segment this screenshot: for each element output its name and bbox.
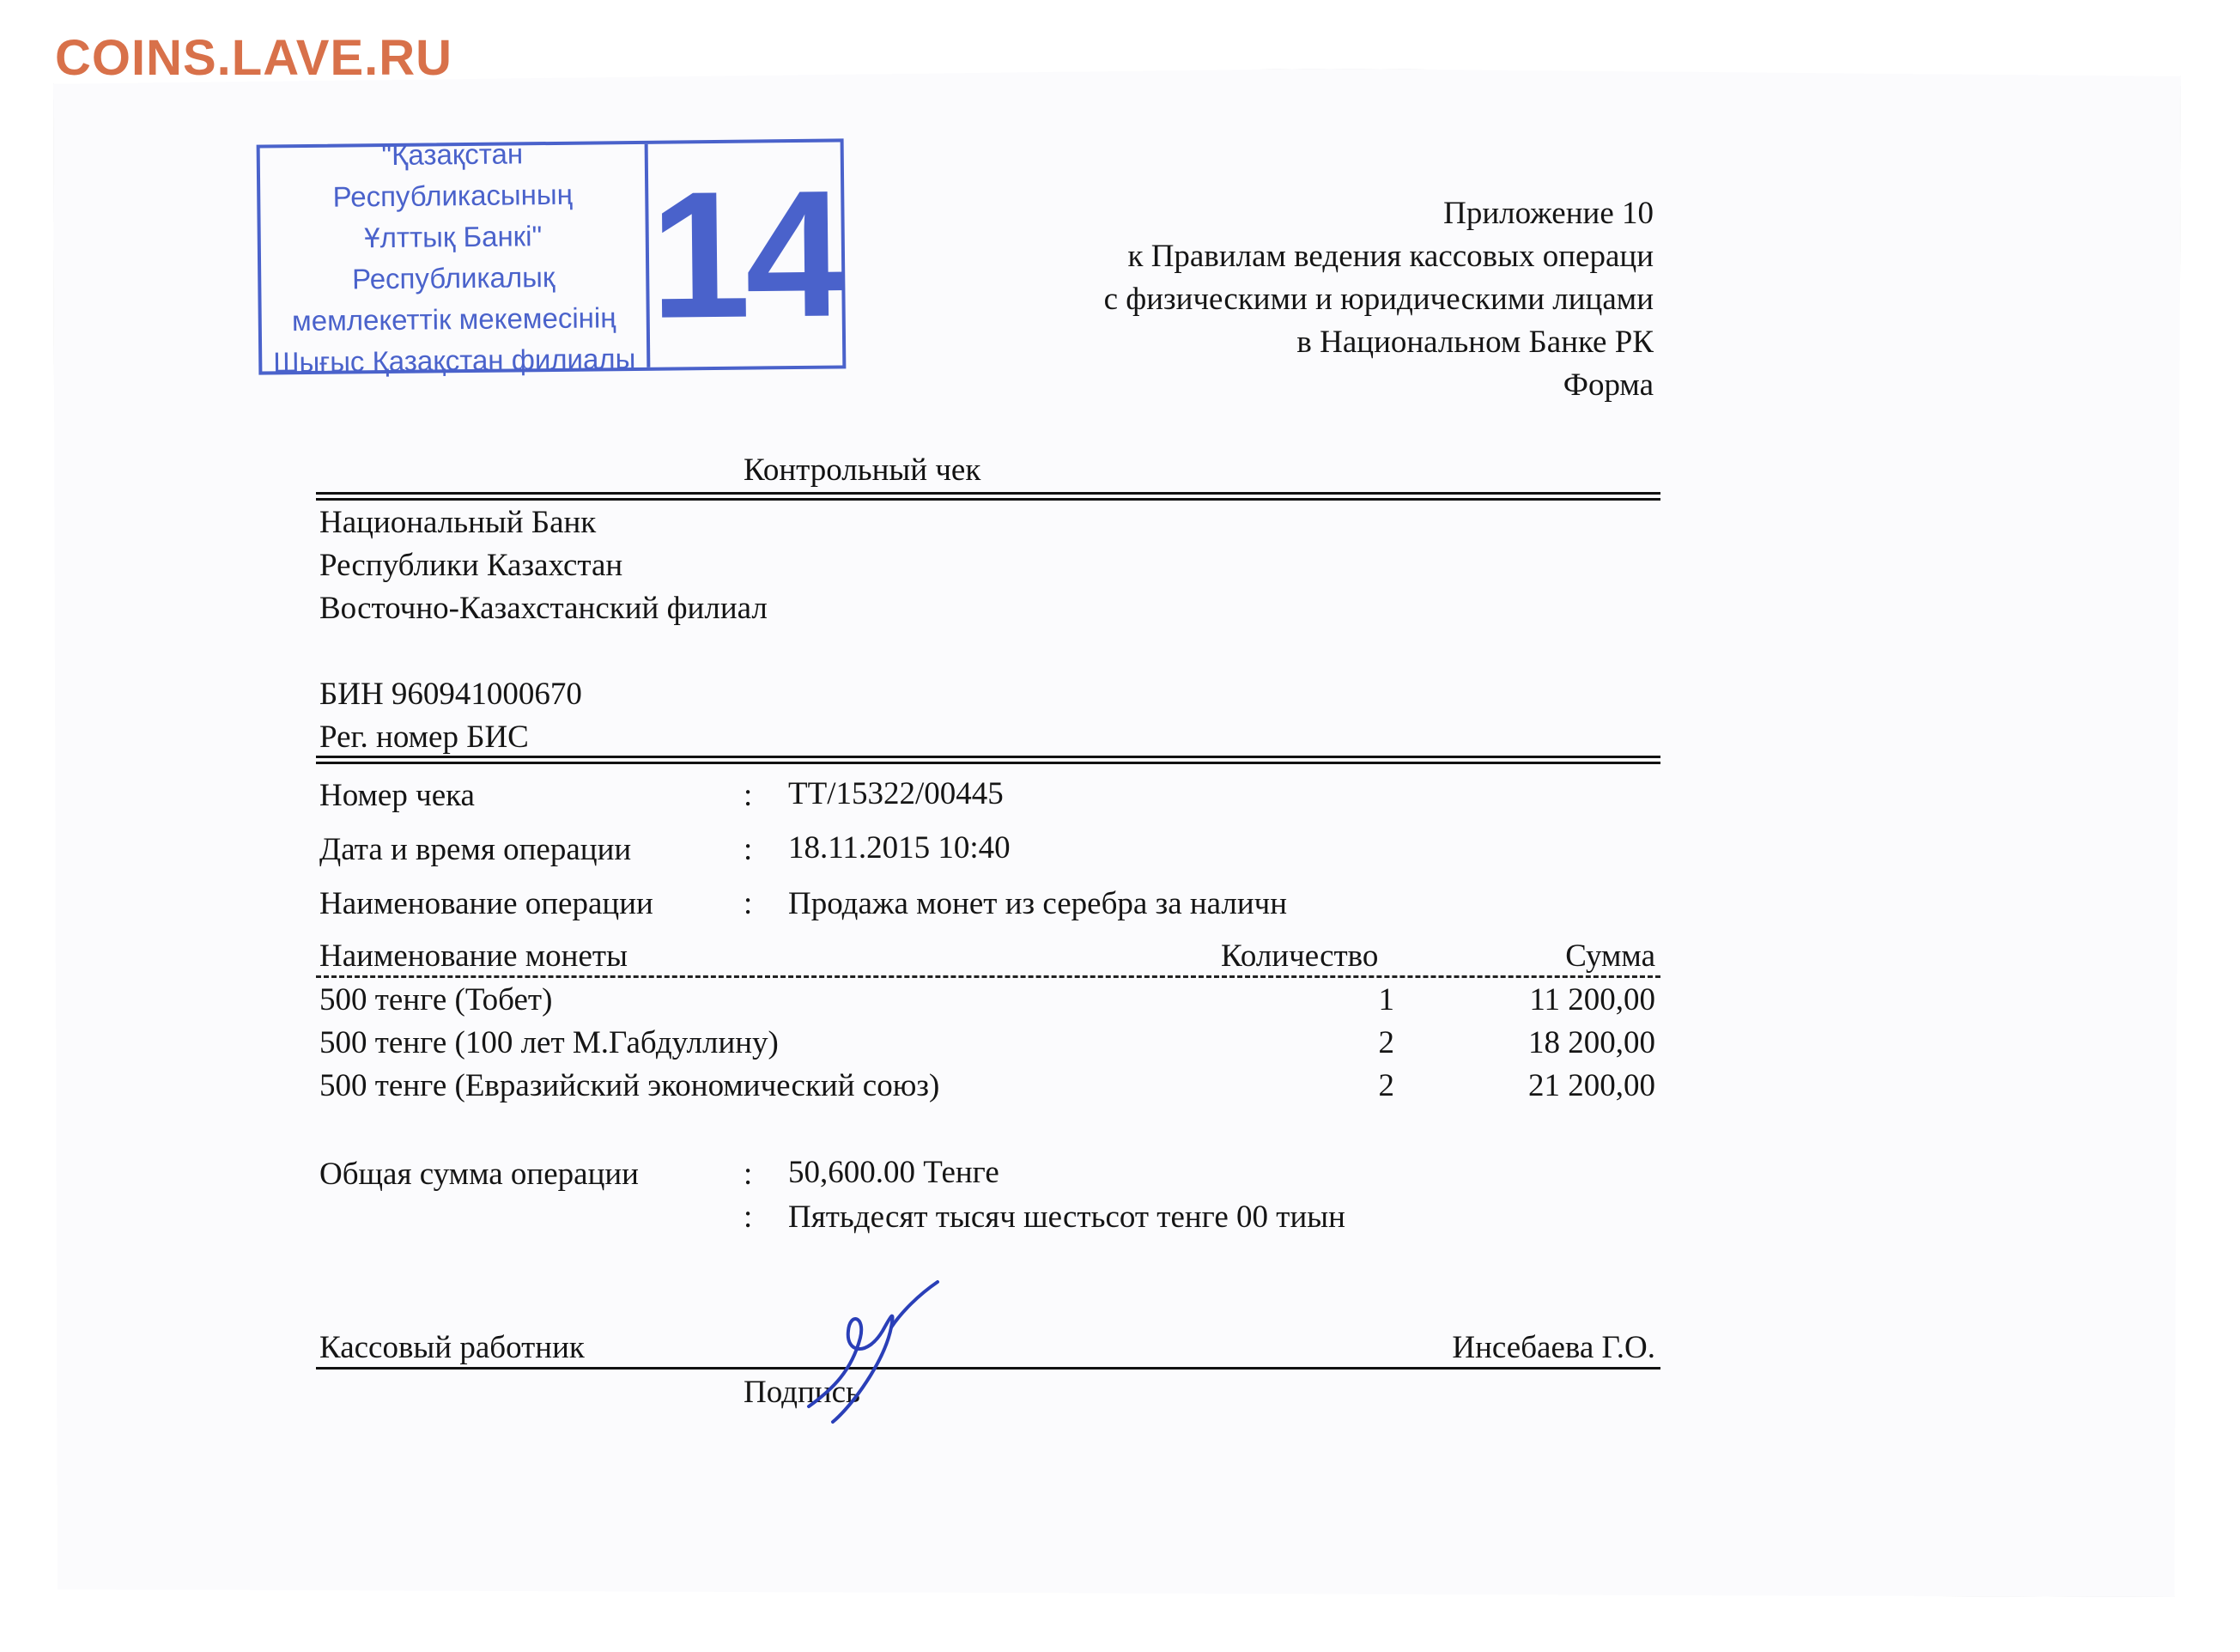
coin-qty: 2 xyxy=(1378,1068,1394,1103)
coin-sum: 18 200,00 xyxy=(1528,1025,1655,1060)
double-rule-middle xyxy=(316,756,1660,764)
handwritten-signature xyxy=(798,1278,944,1424)
colon: : xyxy=(744,778,753,813)
coin-sum: 21 200,00 xyxy=(1528,1068,1655,1103)
appendix-line: в Национальном Банке РК xyxy=(1296,325,1654,360)
stamp-line: Ұлттық Банкі" Республикалық xyxy=(351,220,555,295)
cashier-label: Кассовый работник xyxy=(319,1330,585,1365)
col-header-name: Наименование монеты xyxy=(319,938,628,974)
cashier-name: Инсебаева Г.О. xyxy=(1452,1330,1655,1365)
stamp-line: Шығыс Қазақстан филиалы xyxy=(273,342,636,379)
total-label: Общая сумма операции xyxy=(319,1157,639,1192)
stamp-text-block xyxy=(260,137,651,379)
check-number-label: Номер чека xyxy=(319,778,475,813)
appendix-line: с физическими и юридическими лицами xyxy=(1103,282,1654,317)
total-value: 50,600.00 Тенге xyxy=(788,1155,999,1190)
signature-label: Подпись xyxy=(744,1375,860,1410)
colon: : xyxy=(744,1157,753,1192)
stamp-number: 14 xyxy=(648,152,842,356)
total-in-words: Пятьдесят тысяч шестьсот тенге 00 тиын xyxy=(788,1200,1345,1235)
col-header-sum: Сумма xyxy=(1565,938,1655,974)
operation-label: Наименование операции xyxy=(319,886,653,921)
official-stamp xyxy=(257,137,847,379)
appendix-line: Приложение 10 xyxy=(1443,196,1654,231)
bank-name-line: Национальный Банк xyxy=(319,505,597,540)
datetime-value: 18.11.2015 10:40 xyxy=(788,830,1011,865)
stamp-line: мемлекеттік мекемесінің xyxy=(291,301,616,337)
bank-branch: Восточно-Казахстанский филиал xyxy=(319,591,768,626)
coin-qty: 2 xyxy=(1378,1025,1394,1060)
bank-name-line: Республики Казахстан xyxy=(319,548,623,583)
col-header-qty: Количество xyxy=(1221,938,1379,974)
appendix-line: Форма xyxy=(1563,367,1654,403)
coin-name: 500 тенге (Евразийский экономический союз) xyxy=(319,1068,940,1103)
coin-name: 500 тенге (Тобет) xyxy=(319,982,553,1017)
colon: : xyxy=(744,832,753,867)
check-number-value: ТТ/15322/00445 xyxy=(788,776,1004,811)
coin-name: 500 тенге (100 лет М.Габдуллину) xyxy=(319,1025,779,1060)
appendix-line: к Правилам ведения кассовых операци xyxy=(1127,239,1654,274)
signature-rule xyxy=(316,1367,1660,1370)
receipt-title: Контрольный чек xyxy=(744,452,981,488)
colon: : xyxy=(744,886,753,921)
double-rule-top xyxy=(316,492,1660,501)
coin-qty: 1 xyxy=(1378,982,1394,1017)
appendix-header xyxy=(1104,192,1654,407)
colon: : xyxy=(744,1200,753,1235)
datetime-label: Дата и время операции xyxy=(319,832,632,867)
bin-number: БИН 960941000670 xyxy=(319,677,582,712)
dashed-separator xyxy=(316,975,1660,978)
operation-value: Продажа монет из серебра за наличн xyxy=(788,886,1288,921)
site-watermark: COINS.LAVE.RU xyxy=(55,30,453,86)
stamp-line: "Қазақстан Республикасының xyxy=(332,137,574,213)
reg-number: Рег. номер БИС xyxy=(319,720,529,755)
coin-sum: 11 200,00 xyxy=(1529,982,1655,1017)
